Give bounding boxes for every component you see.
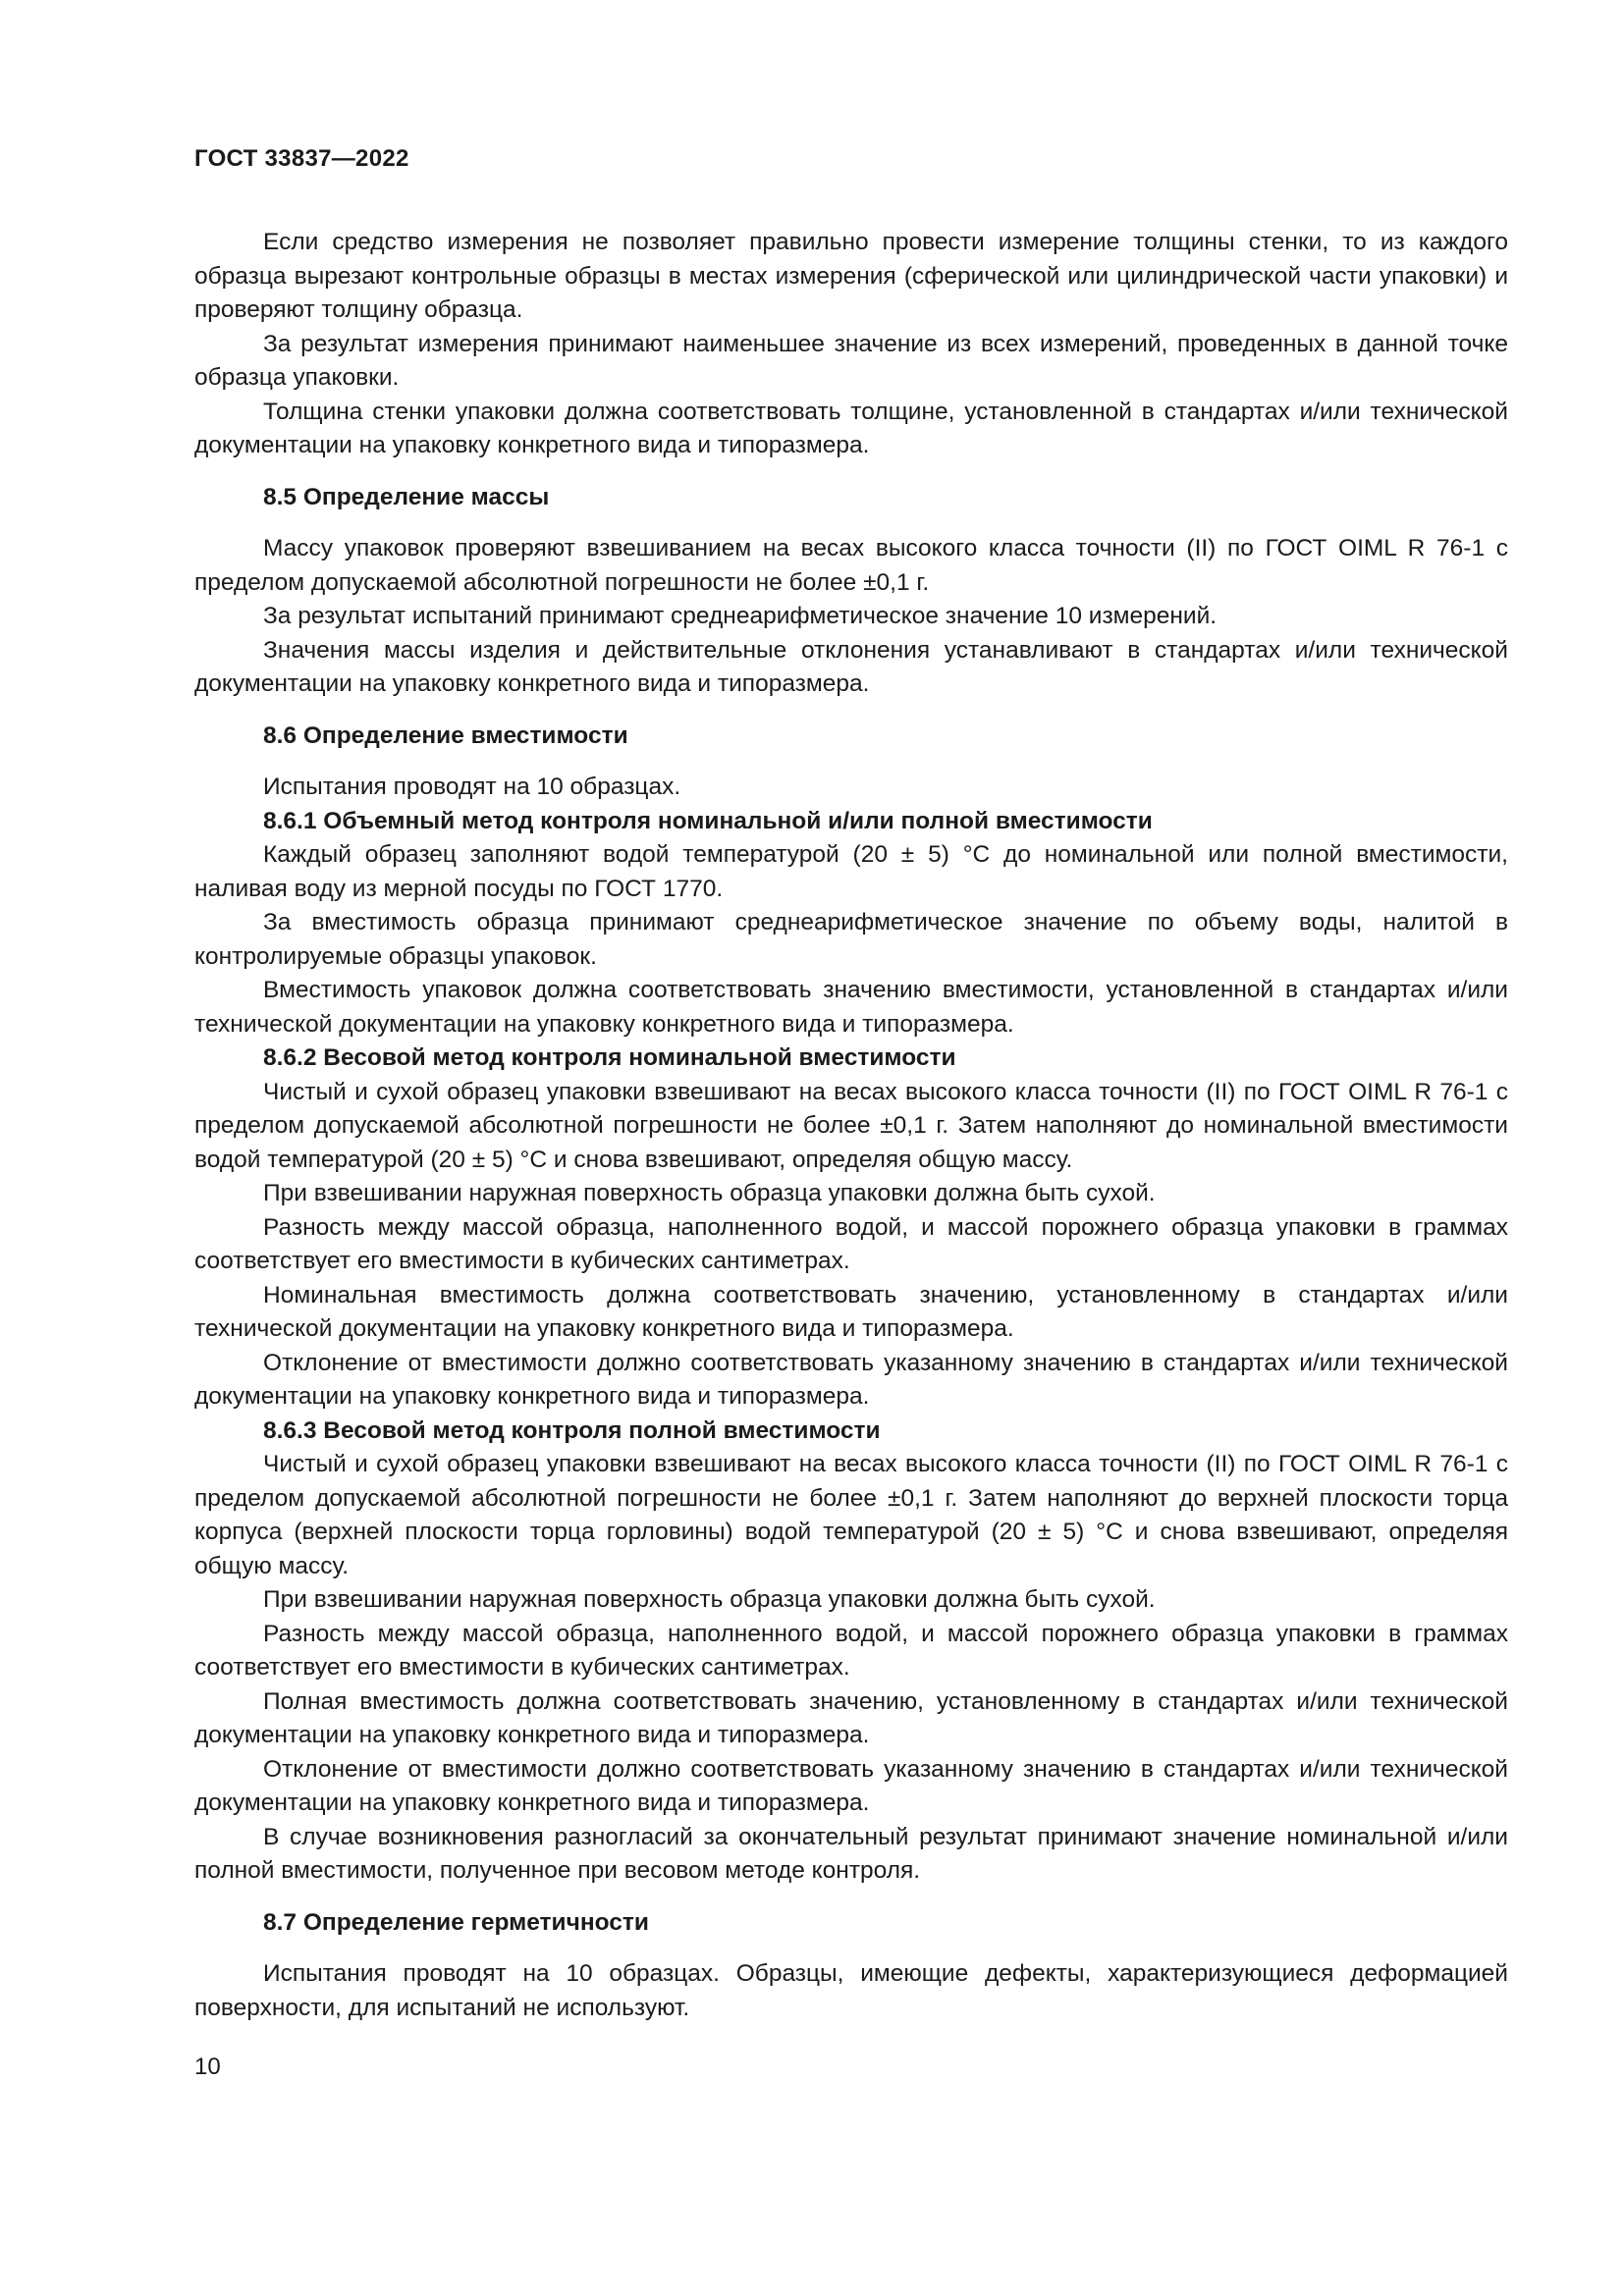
paragraph: При взвешивании наружная поверхность образца упаковки должна быть сухой.	[263, 1180, 1156, 1206]
paragraph: Если средство измерения не позволяет правильно провести измерение толщины стенки, то из каждого образца вырезают контрольные образцы в местах измерения (сферической или цилиндрической части упаковки) и проверяют толщину образца.	[194, 229, 1508, 323]
paragraph: При взвешивании наружная поверхность образца упаковки должна быть сухой.	[263, 1586, 1156, 1613]
subsection-heading-8-6-1: 8.6.1 Объемный метод контроля номинальной и/или полной вместимости	[263, 807, 1153, 834]
paragraph: Номинальная вместимость должна соответствовать значению, установленному в стандартах и/или технической документации на упаковку конкретного вида и типоразмера.	[194, 1281, 1508, 1342]
paragraph: В случае возникновения разногласий за окончательный результат принимают значение номинальной и/или полной вместимости, полученное при весовом методе контроля.	[194, 1823, 1508, 1884]
paragraph: Массу упаковок проверяют взвешиванием на весах высокого класса точности (II) по ГОСТ OIML R 76-1 с пределом допускаемой абсолютной погрешности не более ±0,1 г.	[194, 535, 1508, 596]
section-heading-8-7: 8.7 Определение герметичности	[263, 1908, 649, 1936]
paragraph: За результат испытаний принимают среднеарифметическое значение 10 измерений.	[263, 603, 1218, 629]
paragraph: Разность между массой образца, наполненного водой, и массой порожнего образца упаковки в граммах соответствует его вместимости в кубических сантиметрах.	[194, 1620, 1508, 1681]
subsection-heading-8-6-3: 8.6.3 Весовой метод контроля полной вместимости	[263, 1416, 881, 1444]
document-header: ГОСТ 33837—2022	[194, 145, 409, 172]
paragraph: Толщина стенки упаковки должна соответствовать толщине, установленной в стандартах и/или технической документации на упаковку конкретного вида и типоразмера.	[194, 398, 1508, 458]
paragraph: Полная вместимость должна соответствовать значению, установленному в стандартах и/или технической документации на упаковку конкретного вида и типоразмера.	[194, 1687, 1508, 1748]
paragraph: Разность между массой образца, наполненного водой, и массой порожнего образца упаковки в граммах соответствует его вместимости в кубических сантиметрах.	[194, 1213, 1508, 1274]
paragraph: Каждый образец заполняют водой температурой (20 ± 5) °С до номинальной или полной вместимости, наливая воду из мерной посуды по ГОСТ 1770.	[194, 841, 1508, 902]
paragraph: Чистый и сухой образец упаковки взвешивают на весах высокого класса точности (II) по ГОСТ OIML R 76-1 с пределом допускаемой абсолютной погрешности не более ±0,1 г. Затем наполняют до верхней плоскости торца корпуса (верхней плоскости торца горловины) водой температурой (20 ± 5) °С и снова взвешивают, определяя общую массу.	[194, 1451, 1508, 1579]
paragraph: Испытания проводят на 10 образцах.	[263, 774, 681, 800]
paragraph: Испытания проводят на 10 образцах. Образцы, имеющие дефекты, характеризующиеся деформацией поверхности, для испытаний не используют.	[194, 1960, 1508, 2021]
section-heading-8-5: 8.5 Определение массы	[263, 483, 550, 510]
page-number: 10	[194, 2054, 221, 2080]
paragraph: Отклонение от вместимости должно соответствовать указанному значению в стандартах и/или технической документации на упаковку конкретного вида и типоразмера.	[194, 1349, 1508, 1410]
paragraph: Отклонение от вместимости должно соответствовать указанному значению в стандартах и/или технической документации на упаковку конкретного вида и типоразмера.	[194, 1755, 1508, 1816]
paragraph: Значения массы изделия и действительные отклонения устанавливают в стандартах и/или технической документации на упаковку конкретного вида и типоразмера.	[194, 636, 1508, 697]
section-heading-8-6: 8.6 Определение вместимости	[263, 721, 628, 749]
document-body	[194, 226, 1508, 2025]
paragraph: За вместимость образца принимают среднеарифметическое значение по объему воды, налитой в контролируемые образцы упаковок.	[194, 909, 1508, 970]
paragraph: За результат измерения принимают наименьшее значение из всех измерений, проведенных в данной точке образца упаковки.	[194, 330, 1508, 391]
paragraph: Чистый и сухой образец упаковки взвешивают на весах высокого класса точности (II) по ГОСТ OIML R 76-1 с пределом допускаемой абсолютной погрешности не более ±0,1 г. Затем наполняют до номинальной вместимости водой температурой (20 ± 5) °С и снова взвешивают, определяя общую массу.	[194, 1078, 1508, 1173]
paragraph: Вместимость упаковок должна соответствовать значению вместимости, установленной в стандартах и/или технической документации на упаковку конкретного вида и типоразмера.	[194, 977, 1508, 1038]
subsection-heading-8-6-2: 8.6.2 Весовой метод контроля номинальной вместимости	[263, 1044, 956, 1071]
